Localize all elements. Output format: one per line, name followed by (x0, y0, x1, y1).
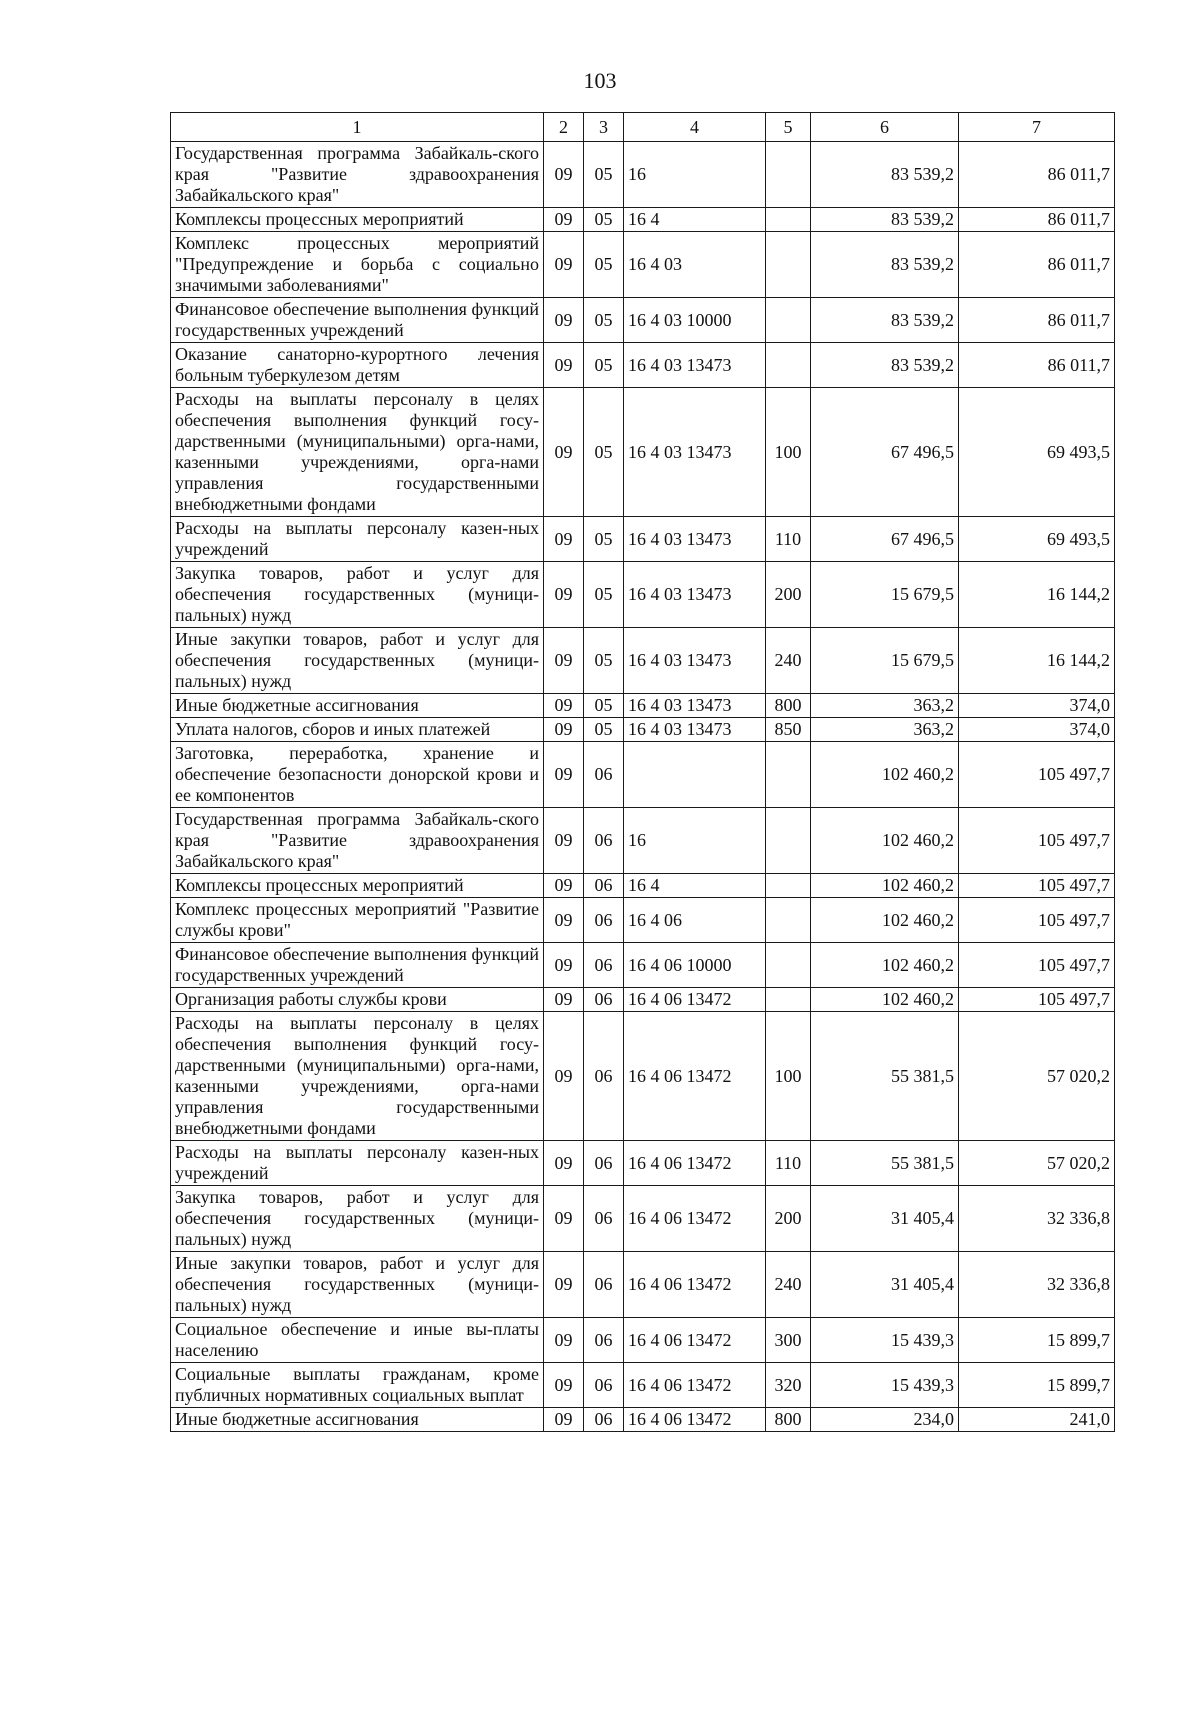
row-section: 09 (544, 298, 584, 343)
row-target-code: 16 4 06 (624, 898, 766, 943)
row-subsection: 05 (584, 628, 624, 694)
row-amount-year-1: 234,0 (811, 1408, 959, 1432)
row-name: Расходы на выплаты персоналу казен-ных учреждений (171, 517, 544, 562)
row-amount-year-1: 67 496,5 (811, 517, 959, 562)
row-target-code: 16 4 (624, 874, 766, 898)
row-amount-year-1: 83 539,2 (811, 343, 959, 388)
row-amount-year-2: 32 336,8 (959, 1186, 1115, 1252)
table-row (171, 562, 1115, 628)
row-section: 09 (544, 343, 584, 388)
row-name: Организация работы службы крови (171, 988, 544, 1012)
row-subsection: 05 (584, 517, 624, 562)
table-row (171, 1318, 1115, 1363)
row-subsection: 06 (584, 1318, 624, 1363)
row-amount-year-1: 83 539,2 (811, 232, 959, 298)
row-name: Иные закупки товаров, работ и услуг для обеспечения государственных (муници-пальных) нужд (171, 628, 544, 694)
row-amount-year-1: 102 460,2 (811, 742, 959, 808)
row-subsection: 06 (584, 1408, 624, 1432)
table-row (171, 943, 1115, 988)
row-name: Комплексы процессных мероприятий (171, 874, 544, 898)
column-header: 1 (171, 113, 544, 142)
row-target-code: 16 4 03 10000 (624, 298, 766, 343)
row-amount-year-2: 57 020,2 (959, 1012, 1115, 1141)
row-name: Комплекс процессных мероприятий "Развитие службы крови" (171, 898, 544, 943)
row-expense-type: 320 (766, 1363, 811, 1408)
row-section: 09 (544, 988, 584, 1012)
row-subsection: 06 (584, 988, 624, 1012)
table-row (171, 298, 1115, 343)
row-expense-type: 100 (766, 1012, 811, 1141)
row-target-code: 16 4 06 13472 (624, 1141, 766, 1186)
column-header: 2 (544, 113, 584, 142)
row-expense-type: 300 (766, 1318, 811, 1363)
row-target-code: 16 4 (624, 208, 766, 232)
row-subsection: 05 (584, 208, 624, 232)
table-row (171, 898, 1115, 943)
row-target-code: 16 4 06 13472 (624, 1252, 766, 1318)
row-target-code: 16 4 06 13472 (624, 1318, 766, 1363)
row-target-code: 16 4 03 13473 (624, 628, 766, 694)
row-subsection: 06 (584, 1252, 624, 1318)
row-amount-year-2: 16 144,2 (959, 628, 1115, 694)
table-row (171, 208, 1115, 232)
row-amount-year-2: 105 497,7 (959, 898, 1115, 943)
row-amount-year-1: 363,2 (811, 718, 959, 742)
row-expense-type (766, 208, 811, 232)
row-name: Государственная программа Забайкаль-ского края "Развитие здравоохранения Забайкальского края" (171, 808, 544, 874)
row-name: Финансовое обеспечение выполнения функций государственных учреждений (171, 298, 544, 343)
row-amount-year-1: 67 496,5 (811, 388, 959, 517)
row-section: 09 (544, 808, 584, 874)
page-number: 103 (583, 68, 617, 93)
row-section: 09 (544, 208, 584, 232)
table-row (171, 808, 1115, 874)
row-name: Заготовка, переработка, хранение и обеспечение безопасности донорской крови и ее компонентов (171, 742, 544, 808)
row-expense-type: 800 (766, 694, 811, 718)
row-section: 09 (544, 388, 584, 517)
row-subsection: 06 (584, 808, 624, 874)
header-row (171, 113, 1115, 142)
row-section: 09 (544, 1186, 584, 1252)
table-row (171, 517, 1115, 562)
row-name: Расходы на выплаты персоналу в целях обеспечения выполнения функций госу-дарственными (муниципальными) орга-нами, казенными учреждениями, орга-нами управления государственными внебюджетными фондами (171, 388, 544, 517)
row-target-code: 16 4 06 13472 (624, 1408, 766, 1432)
row-subsection: 05 (584, 343, 624, 388)
row-target-code: 16 4 06 13472 (624, 1186, 766, 1252)
table-row (171, 1186, 1115, 1252)
row-amount-year-2: 86 011,7 (959, 142, 1115, 208)
row-subsection: 05 (584, 232, 624, 298)
row-section: 09 (544, 874, 584, 898)
row-name: Комплекс процессных мероприятий "Предупреждение и борьба с социально значимыми заболеваниями" (171, 232, 544, 298)
row-name: Социальные выплаты гражданам, кроме публичных нормативных социальных выплат (171, 1363, 544, 1408)
row-amount-year-2: 105 497,7 (959, 988, 1115, 1012)
row-target-code: 16 4 06 10000 (624, 943, 766, 988)
row-name: Комплексы процессных мероприятий (171, 208, 544, 232)
row-section: 09 (544, 718, 584, 742)
row-section: 09 (544, 1141, 584, 1186)
row-name: Иные бюджетные ассигнования (171, 694, 544, 718)
row-target-code: 16 4 06 13472 (624, 1012, 766, 1141)
row-expense-type: 850 (766, 718, 811, 742)
row-amount-year-2: 86 011,7 (959, 208, 1115, 232)
row-amount-year-1: 102 460,2 (811, 988, 959, 1012)
row-expense-type (766, 943, 811, 988)
row-target-code: 16 (624, 808, 766, 874)
row-subsection: 05 (584, 718, 624, 742)
table-row (171, 388, 1115, 517)
row-section: 09 (544, 562, 584, 628)
row-amount-year-1: 363,2 (811, 694, 959, 718)
row-amount-year-2: 105 497,7 (959, 808, 1115, 874)
row-amount-year-1: 102 460,2 (811, 943, 959, 988)
row-section: 09 (544, 943, 584, 988)
row-name: Закупка товаров, работ и услуг для обеспечения государственных (муници-пальных) нужд (171, 1186, 544, 1252)
row-section: 09 (544, 742, 584, 808)
row-subsection: 06 (584, 898, 624, 943)
row-section: 09 (544, 232, 584, 298)
row-amount-year-2: 57 020,2 (959, 1141, 1115, 1186)
row-name: Уплата налогов, сборов и иных платежей (171, 718, 544, 742)
row-expense-type (766, 232, 811, 298)
row-amount-year-2: 241,0 (959, 1408, 1115, 1432)
row-amount-year-2: 86 011,7 (959, 343, 1115, 388)
row-amount-year-2: 32 336,8 (959, 1252, 1115, 1318)
row-section: 09 (544, 1363, 584, 1408)
row-amount-year-2: 69 493,5 (959, 388, 1115, 517)
row-expense-type: 240 (766, 628, 811, 694)
row-name: Финансовое обеспечение выполнения функций государственных учреждений (171, 943, 544, 988)
row-amount-year-2: 105 497,7 (959, 943, 1115, 988)
row-subsection: 06 (584, 1141, 624, 1186)
row-expense-type: 240 (766, 1252, 811, 1318)
row-subsection: 05 (584, 298, 624, 343)
table-row (171, 232, 1115, 298)
row-subsection: 05 (584, 694, 624, 718)
column-header: 4 (624, 113, 766, 142)
table-row (171, 142, 1115, 208)
budget-table (170, 112, 1115, 1432)
row-amount-year-1: 15 439,3 (811, 1318, 959, 1363)
row-amount-year-2: 15 899,7 (959, 1363, 1115, 1408)
row-amount-year-1: 83 539,2 (811, 142, 959, 208)
row-section: 09 (544, 1408, 584, 1432)
row-target-code: 16 4 03 13473 (624, 694, 766, 718)
row-amount-year-2: 374,0 (959, 694, 1115, 718)
row-expense-type: 110 (766, 517, 811, 562)
row-section: 09 (544, 142, 584, 208)
row-amount-year-2: 16 144,2 (959, 562, 1115, 628)
row-target-code: 16 4 03 13473 (624, 562, 766, 628)
table-row (171, 718, 1115, 742)
row-amount-year-2: 86 011,7 (959, 232, 1115, 298)
row-subsection: 06 (584, 874, 624, 898)
row-amount-year-2: 105 497,7 (959, 742, 1115, 808)
row-target-code: 16 4 03 13473 (624, 388, 766, 517)
row-amount-year-1: 31 405,4 (811, 1252, 959, 1318)
row-amount-year-1: 102 460,2 (811, 808, 959, 874)
row-section: 09 (544, 694, 584, 718)
row-subsection: 05 (584, 388, 624, 517)
row-section: 09 (544, 628, 584, 694)
row-name: Расходы на выплаты персоналу в целях обеспечения выполнения функций госу-дарственными (муниципальными) орга-нами, казенными учреждениями, орга-нами управления государственными внебюджетными фондами (171, 1012, 544, 1141)
row-amount-year-1: 102 460,2 (811, 898, 959, 943)
row-amount-year-2: 374,0 (959, 718, 1115, 742)
row-amount-year-1: 15 679,5 (811, 562, 959, 628)
row-expense-type (766, 874, 811, 898)
row-amount-year-1: 15 679,5 (811, 628, 959, 694)
table-row (171, 1252, 1115, 1318)
row-section: 09 (544, 517, 584, 562)
table-row (171, 988, 1115, 1012)
row-section: 09 (544, 1252, 584, 1318)
row-expense-type: 100 (766, 388, 811, 517)
table-row (171, 1363, 1115, 1408)
row-subsection: 06 (584, 742, 624, 808)
row-amount-year-2: 69 493,5 (959, 517, 1115, 562)
row-section: 09 (544, 1318, 584, 1363)
table-row (171, 1408, 1115, 1432)
row-amount-year-2: 105 497,7 (959, 874, 1115, 898)
column-header: 5 (766, 113, 811, 142)
row-amount-year-2: 15 899,7 (959, 1318, 1115, 1363)
table-row (171, 742, 1115, 808)
row-section: 09 (544, 1012, 584, 1141)
row-subsection: 05 (584, 562, 624, 628)
row-expense-type (766, 298, 811, 343)
row-expense-type (766, 142, 811, 208)
row-amount-year-1: 55 381,5 (811, 1141, 959, 1186)
row-name: Иные бюджетные ассигнования (171, 1408, 544, 1432)
row-expense-type: 200 (766, 1186, 811, 1252)
row-name: Закупка товаров, работ и услуг для обеспечения государственных (муници-пальных) нужд (171, 562, 544, 628)
row-amount-year-1: 102 460,2 (811, 874, 959, 898)
table-row (171, 343, 1115, 388)
row-expense-type: 800 (766, 1408, 811, 1432)
row-amount-year-1: 15 439,3 (811, 1363, 959, 1408)
row-subsection: 06 (584, 1363, 624, 1408)
row-name: Социальное обеспечение и иные вы-платы населению (171, 1318, 544, 1363)
row-target-code: 16 4 06 13472 (624, 1363, 766, 1408)
table-row (171, 874, 1115, 898)
row-expense-type (766, 808, 811, 874)
row-target-code: 16 4 03 (624, 232, 766, 298)
row-target-code (624, 742, 766, 808)
column-header: 6 (811, 113, 959, 142)
row-target-code: 16 4 03 13473 (624, 343, 766, 388)
row-name: Иные закупки товаров, работ и услуг для обеспечения государственных (муници-пальных) нужд (171, 1252, 544, 1318)
row-target-code: 16 4 03 13473 (624, 718, 766, 742)
table-row (171, 628, 1115, 694)
row-target-code: 16 4 06 13472 (624, 988, 766, 1012)
row-expense-type (766, 742, 811, 808)
table-row (171, 694, 1115, 718)
row-subsection: 06 (584, 943, 624, 988)
row-subsection: 06 (584, 1012, 624, 1141)
row-section: 09 (544, 898, 584, 943)
row-amount-year-1: 83 539,2 (811, 208, 959, 232)
row-expense-type: 200 (766, 562, 811, 628)
column-header: 3 (584, 113, 624, 142)
row-target-code: 16 (624, 142, 766, 208)
column-header: 7 (959, 113, 1115, 142)
row-amount-year-1: 83 539,2 (811, 298, 959, 343)
row-name: Государственная программа Забайкаль-ского края "Развитие здравоохранения Забайкальского края" (171, 142, 544, 208)
row-amount-year-1: 31 405,4 (811, 1186, 959, 1252)
row-subsection: 05 (584, 142, 624, 208)
table-body (171, 142, 1115, 1432)
row-name: Оказание санаторно-курортного лечения больным туберкулезом детям (171, 343, 544, 388)
row-amount-year-1: 55 381,5 (811, 1012, 959, 1141)
table-row (171, 1141, 1115, 1186)
row-expense-type: 110 (766, 1141, 811, 1186)
row-expense-type (766, 898, 811, 943)
row-target-code: 16 4 03 13473 (624, 517, 766, 562)
row-amount-year-2: 86 011,7 (959, 298, 1115, 343)
row-expense-type (766, 343, 811, 388)
row-name: Расходы на выплаты персоналу казен-ных учреждений (171, 1141, 544, 1186)
row-subsection: 06 (584, 1186, 624, 1252)
table-row (171, 1012, 1115, 1141)
row-expense-type (766, 988, 811, 1012)
